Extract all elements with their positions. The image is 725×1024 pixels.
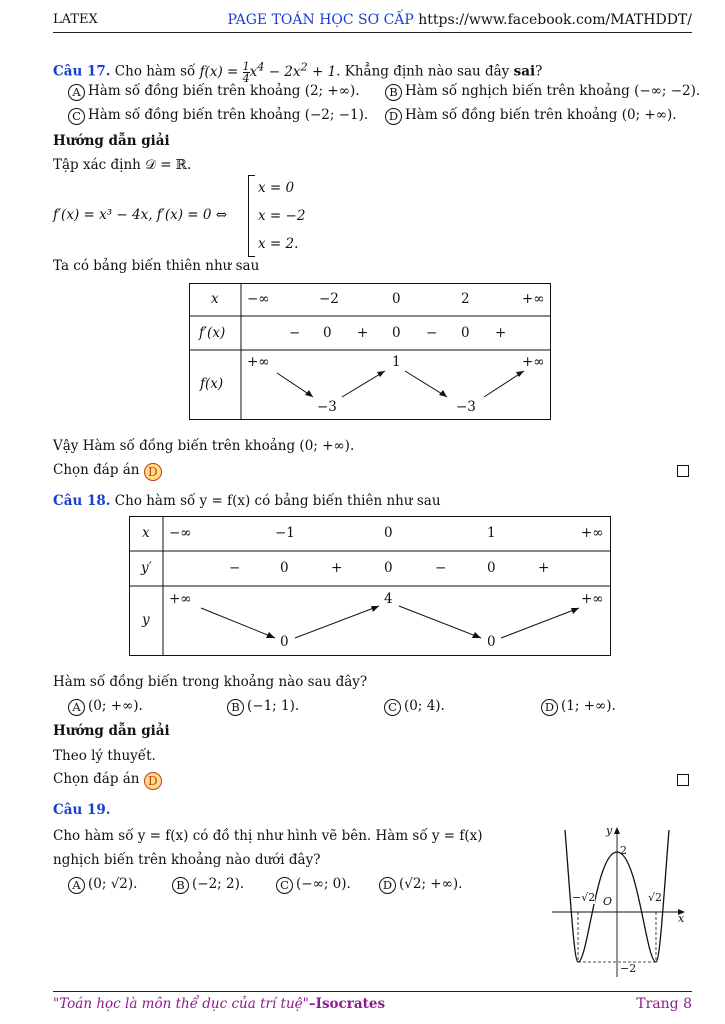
- footer-rule: [53, 991, 692, 992]
- q19-option-b[interactable]: [172, 876, 244, 894]
- option-letter: C: [276, 877, 293, 894]
- q18-theory: Theo lý thuyết.: [53, 748, 156, 764]
- x-value: −∞: [169, 525, 192, 541]
- x-value: 0: [392, 291, 401, 307]
- row-x-label: x: [142, 525, 150, 541]
- row-y-label: y: [142, 612, 150, 628]
- graph-y-label: y: [606, 824, 613, 837]
- q17-root-1: x = 0: [258, 180, 295, 196]
- option-letter: C: [384, 699, 401, 716]
- header-url[interactable]: https://www.facebook.com/MATHDDT/: [418, 12, 692, 28]
- choose-text: Chọn đáp án: [53, 462, 140, 478]
- q17-option-d[interactable]: [385, 107, 677, 125]
- y-top: 4: [384, 591, 393, 607]
- q17-stem-bold: sai: [513, 63, 536, 80]
- graph-origin: O: [603, 895, 613, 908]
- q18-option-a[interactable]: [68, 698, 143, 716]
- f-top: +∞: [522, 354, 545, 370]
- x-value: 1: [487, 525, 496, 541]
- row-yp-label: y′: [141, 560, 152, 576]
- q18-option-c[interactable]: [384, 698, 445, 716]
- f-top: +∞: [247, 354, 270, 370]
- graph-x-label: x: [678, 912, 685, 925]
- option-letter: A: [68, 699, 85, 716]
- sign: −: [435, 560, 447, 576]
- q18-stem: [53, 493, 441, 509]
- sign: 0: [384, 560, 393, 576]
- footer-quote: [53, 996, 385, 1012]
- sign: 0: [323, 325, 332, 341]
- q17-answer-badge: D: [144, 463, 162, 481]
- y-bottom: 0: [487, 634, 496, 650]
- table-grid: [129, 516, 611, 656]
- header-rule: [53, 32, 692, 33]
- option-letter: B: [172, 877, 189, 894]
- latex-logo: LATEX: [53, 12, 98, 27]
- choose-text: Chọn đáp án: [53, 771, 140, 787]
- option-text: Hàm số đồng biến trên khoảng (0; +∞).: [405, 107, 677, 123]
- q17-bracket: [248, 175, 255, 257]
- x-value: +∞: [522, 291, 545, 307]
- q19-option-c[interactable]: [276, 876, 351, 894]
- sign: +: [357, 325, 369, 341]
- q17-stem-a: Cho hàm số: [114, 63, 196, 80]
- option-text: (1; +∞).: [561, 698, 616, 714]
- q18-choose: [53, 771, 162, 790]
- graph-bottom-value: −2: [620, 962, 637, 975]
- x-value: −1: [275, 525, 295, 541]
- q17-option-c[interactable]: [68, 107, 368, 125]
- q18-option-d[interactable]: [541, 698, 616, 716]
- quote-text: "Toán học là môn thể dục của trí tuệ": [53, 996, 309, 1012]
- option-text: (0; √2).: [88, 876, 138, 892]
- q18-option-b[interactable]: [227, 698, 299, 716]
- sign: −: [426, 325, 438, 341]
- x-value: −∞: [247, 291, 270, 307]
- q17-root-2: x = −2: [258, 208, 306, 224]
- option-text: Hàm số nghịch biến trên khoảng (−∞; −2).: [405, 83, 701, 99]
- option-text: (−2; 2).: [192, 876, 245, 892]
- option-text: (0; +∞).: [88, 698, 143, 714]
- q18-answer-badge: D: [144, 772, 162, 790]
- q18-variation-table: [129, 516, 611, 656]
- graph-svg: [548, 822, 688, 982]
- q19-label: Câu 19.: [53, 802, 111, 818]
- q19-option-a[interactable]: [68, 876, 137, 894]
- sign: −: [229, 560, 241, 576]
- option-letter: B: [227, 699, 244, 716]
- q17-conclusion: Vậy Hàm số đồng biến trên khoảng (0; +∞).: [53, 438, 355, 454]
- q17-table-intro: Ta có bảng biến thiên như sau: [53, 258, 260, 274]
- y-top: +∞: [581, 591, 604, 607]
- sign: 0: [487, 560, 496, 576]
- x-value: 0: [384, 525, 393, 541]
- q17-stem: [53, 60, 542, 84]
- y-bottom: 0: [280, 634, 289, 650]
- y-top: +∞: [169, 591, 192, 607]
- q18-stem-text: Cho hàm số y = f(x) có bảng biến thiên như sau: [114, 493, 441, 509]
- f-top: 1: [392, 354, 401, 370]
- option-text: (−1; 1).: [247, 698, 300, 714]
- option-text: (0; 4).: [404, 698, 445, 714]
- x-value: −2: [319, 291, 339, 307]
- f-bottom: −3: [317, 399, 337, 415]
- q17-domain: Tập xác định 𝒟 = ℝ.: [53, 157, 192, 173]
- option-letter: D: [385, 108, 402, 125]
- q17-variation-table: [189, 283, 551, 420]
- header-title: PAGE TOÁN HỌC SƠ CẤP: [227, 12, 414, 28]
- option-text: Hàm số đồng biến trên khoảng (2; +∞).: [88, 83, 360, 99]
- q17-stem-b: . Khẳng định nào sau đây: [336, 63, 510, 80]
- q17-choose: [53, 462, 162, 481]
- option-letter: A: [68, 877, 85, 894]
- q18-question: Hàm số đồng biến trong khoảng nào sau đây?: [53, 674, 368, 690]
- qed-square: [677, 774, 689, 786]
- q19-option-d[interactable]: [379, 876, 462, 894]
- x-value: +∞: [581, 525, 604, 541]
- option-text: (√2; +∞).: [399, 876, 463, 892]
- q19-stem-1: Cho hàm số y = f(x) có đồ thị như hình vẽ bên. Hàm số y = f(x): [53, 828, 483, 844]
- option-text: (−∞; 0).: [296, 876, 351, 892]
- q17-option-a[interactable]: [68, 83, 360, 101]
- page-number: Trang 8: [636, 996, 692, 1012]
- quote-author: –Isocrates: [308, 996, 386, 1012]
- x-value: 2: [461, 291, 470, 307]
- f-bottom: −3: [456, 399, 476, 415]
- q17-option-b[interactable]: [385, 83, 700, 101]
- option-letter: C: [68, 108, 85, 125]
- sign: +: [495, 325, 507, 341]
- row-x-label: x: [211, 291, 219, 307]
- page-header: [227, 12, 692, 28]
- graph-neg-root: −√2: [572, 891, 596, 904]
- graph-pos-root: √2: [648, 891, 663, 904]
- option-letter: B: [385, 84, 402, 101]
- sign: +: [538, 560, 550, 576]
- row-fp-label: f′(x): [199, 325, 226, 341]
- q18-label: Câu 18.: [53, 493, 111, 509]
- sign: 0: [461, 325, 470, 341]
- q17-stem-end: ?: [535, 63, 543, 80]
- qed-square: [677, 465, 689, 477]
- sign: 0: [280, 560, 289, 576]
- sign: 0: [392, 325, 401, 341]
- sign: −: [289, 325, 301, 341]
- q17-function: f(x) = $\frac{1}{4}$ $x^4 - 2x^2 + 1$: [199, 59, 337, 85]
- q17-root-3: x = 2.: [258, 236, 299, 252]
- q17-label: Câu 17.: [53, 63, 111, 80]
- q19-graph: [548, 822, 688, 982]
- row-f-label: f(x): [200, 376, 224, 392]
- option-text: Hàm số đồng biến trên khoảng (−2; −1).: [88, 107, 369, 123]
- option-letter: A: [68, 84, 85, 101]
- q19-stem-2: nghịch biến trên khoảng nào dưới đây?: [53, 852, 321, 868]
- option-letter: D: [379, 877, 396, 894]
- sign: +: [331, 560, 343, 576]
- table-grid: [189, 283, 551, 420]
- q18-guide-title: Hướng dẫn giải: [53, 723, 170, 739]
- q17-guide-title: Hướng dẫn giải: [53, 133, 170, 149]
- graph-top-value: 2: [620, 844, 627, 857]
- option-letter: D: [541, 699, 558, 716]
- q17-derivative: f′(x) = x³ − 4x, f′(x) = 0 ⇔: [53, 207, 228, 223]
